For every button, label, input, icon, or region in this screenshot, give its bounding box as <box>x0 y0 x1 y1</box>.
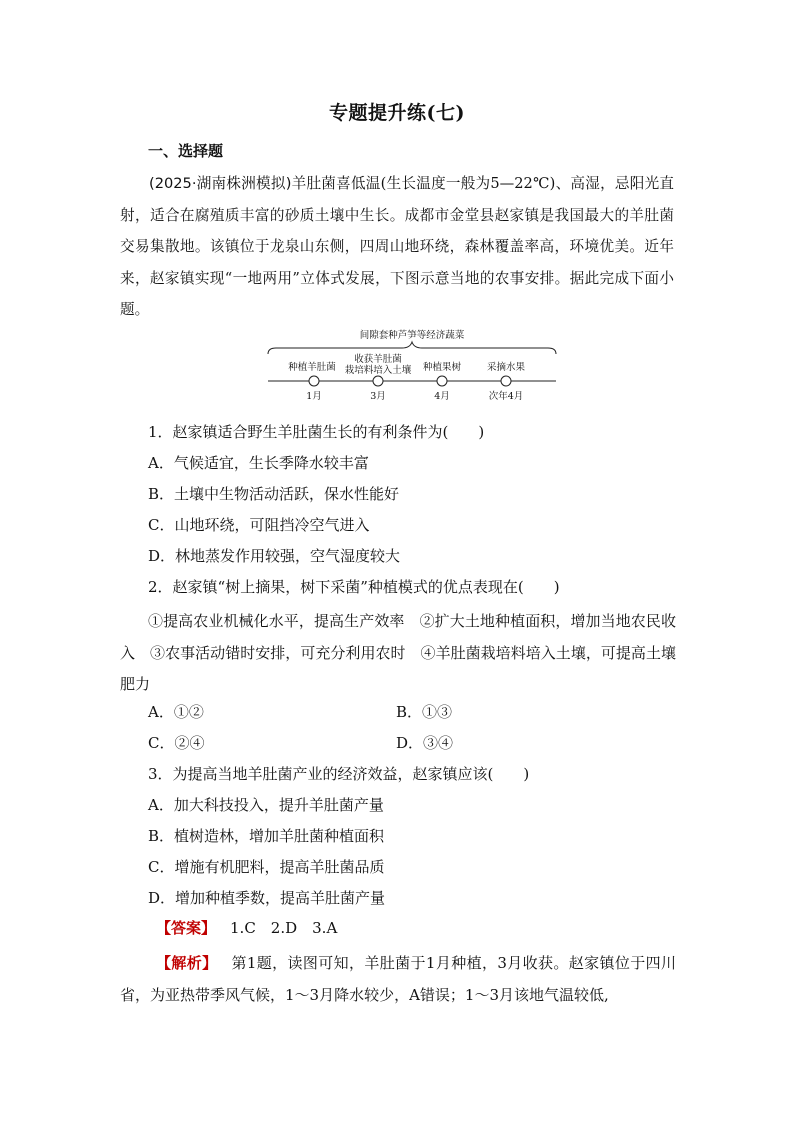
timeline-activity: 采摘水果 <box>486 362 525 373</box>
timeline-month: 3月 <box>370 391 386 402</box>
timeline-node-3 <box>437 376 447 386</box>
timeline-brace <box>268 342 556 354</box>
question-1-option-c[interactable]: C．山地环绕，可阻挡冷空气进入 <box>148 516 370 534</box>
passage-text: 羊肚菌喜低温(生长温度一般为5—22℃)、高湿，忌阳光直射，适合在腐殖质丰富的砂质土壤中生长。成都市金堂县赵家镇是我国最大的羊肚菌交易集散地。该镇位于龙泉山东侧，四周山地环绕，森林覆盖率高，环境优美。近年来，赵家镇实现“一地两用”立体式发展，下图示意当地的农事安排。据此完成下面小题。 <box>120 175 674 318</box>
analysis-text: 第1题，读图可知，羊肚菌于1月种植，3月收获。赵家镇位于四川省，为亚热带季风气候，1～3月降水较少，A错误；1～3月该地气温较低, <box>120 954 676 1004</box>
timeline-top-label: 间隙套种芦笋等经济蔬菜 <box>359 330 465 341</box>
question-3-option-d[interactable]: D．增加种植季数，提高羊肚菌产量 <box>148 889 386 907</box>
question-1-stem: 1．赵家镇适合野生羊肚菌生长的有利条件为( ) <box>148 423 485 441</box>
analysis-paragraph <box>120 948 676 1011</box>
timeline-activity: 种植羊肚菌 <box>288 362 336 373</box>
question-3-option-c[interactable]: C．增施有机肥料，提高羊肚菌品质 <box>148 858 385 876</box>
timeline-node-2 <box>373 376 383 386</box>
section-heading: 一、选择题 <box>148 142 224 160</box>
question-3-option-a[interactable]: A．加大科技投入，提升羊肚菌产量 <box>148 796 384 814</box>
question-2-stem: 2．赵家镇“树上摘果，树下采菌”种植模式的优点表现在( ) <box>148 578 560 596</box>
question-1-option-a[interactable]: A．气候适宜，生长季降水较丰富 <box>148 454 369 472</box>
question-3-option-b[interactable]: B．植树造林，增加羊肚菌种植面积 <box>148 827 385 845</box>
timeline-activity: 收获羊肚菌 <box>354 354 402 365</box>
question-1-option-d[interactable]: D．林地蒸发作用较强，空气湿度较大 <box>148 547 401 565</box>
timeline-activity: 种植果树 <box>422 362 461 373</box>
answer-text: 1.C 2.D 3.A <box>230 919 338 937</box>
question-2-option-d[interactable]: D．③④ <box>396 734 454 752</box>
question-2-option-c[interactable]: C．②④ <box>148 734 205 752</box>
reading-passage <box>120 168 674 326</box>
page-title: 专题提升练(七) <box>329 102 465 124</box>
timeline-month: 4月 <box>434 391 450 402</box>
answer-line <box>156 918 337 938</box>
timeline-month: 1月 <box>306 391 322 402</box>
farming-timeline-figure <box>262 328 562 406</box>
question-2-option-b[interactable]: B．①③ <box>396 703 453 721</box>
analysis-tag: 【解析】 <box>156 954 218 972</box>
timeline-activity: 栽培料培入土壤 <box>344 365 412 376</box>
timeline-node-4 <box>501 376 511 386</box>
timeline-node-1 <box>309 376 319 386</box>
question-3-stem: 3．为提高当地羊肚菌产业的经济效益，赵家镇应该( ) <box>148 765 530 783</box>
answer-tag: 【答案】 <box>156 919 217 937</box>
timeline-month: 次年4月 <box>488 391 524 402</box>
passage-source: (2025·湖南株洲模拟) <box>149 175 292 192</box>
question-2-option-a[interactable]: A．①② <box>148 703 204 721</box>
question-2-statements: ①提高农业机械化水平，提高生产效率 ②扩大土地种植面积，增加当地农民收入 ③农事活动错时安排，可充分利用农时 ④羊肚菌栽培料培入土壤，可提高土壤肥力 <box>120 612 676 693</box>
question-1-option-b[interactable]: B．土壤中生物活动活跃，保水性能好 <box>148 485 400 503</box>
